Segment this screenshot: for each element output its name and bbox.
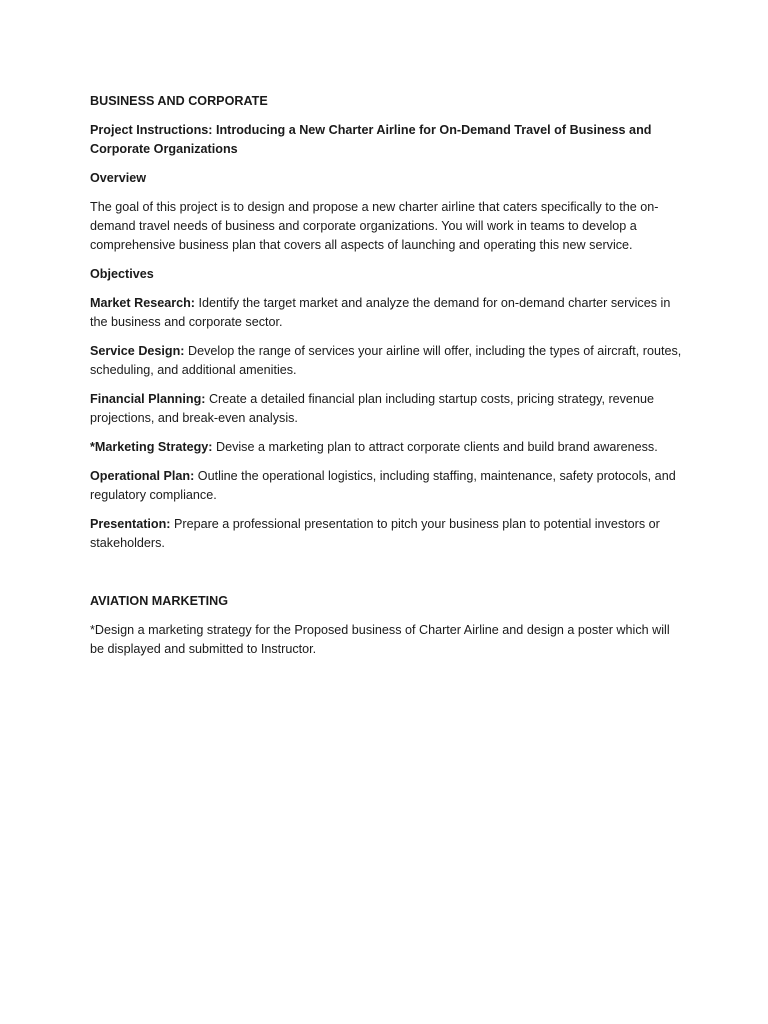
objective-label: Market Research: <box>90 296 195 310</box>
objective-text: Identify the target market and analyze the demand for on-demand charter services in the business and corporate sector. <box>90 296 671 329</box>
objective-presentation <box>90 515 686 553</box>
objective-text: Develop the range of services your airline will offer, including the types of aircraft, routes, scheduling, and additional amenities. <box>90 344 682 377</box>
objectives-heading: Objectives <box>90 267 154 281</box>
objective-text: Devise a marketing plan to attract corporate clients and build brand awareness. <box>212 440 658 454</box>
overview-text: The goal of this project is to design and propose a new charter airline that caters specifically to the on-demand travel needs of business and corporate organizations. You will work in teams to develop a comprehensive business plan that covers all aspects of launching and operating this new service. <box>90 200 659 252</box>
objective-operational-plan <box>90 467 686 505</box>
document-page <box>90 92 686 669</box>
objective-marketing-strategy <box>90 438 686 457</box>
section-heading-business-corporate: BUSINESS AND CORPORATE <box>90 94 268 108</box>
objective-label: *Marketing Strategy: <box>90 440 213 454</box>
objective-text: Prepare a professional presentation to pitch your business plan to potential investors or stakeholders. <box>90 517 660 550</box>
objective-text: Create a detailed financial plan including startup costs, pricing strategy, revenue projections, and break-even analysis. <box>90 392 654 425</box>
overview-heading: Overview <box>90 171 147 185</box>
objective-label: Presentation: <box>90 517 171 531</box>
objective-label: Financial Planning: <box>90 392 206 406</box>
objective-label: Service Design: <box>90 344 185 358</box>
objective-text: Outline the operational logistics, including staffing, maintenance, safety protocols, and regulatory compliance. <box>90 469 676 502</box>
aviation-marketing-text: *Design a marketing strategy for the Proposed business of Charter Airline and design a poster which will be displayed and submitted to Instructor. <box>90 623 670 656</box>
project-title: Project Instructions: Introducing a New Charter Airline for On-Demand Travel of Business and Corporate Organizations <box>90 123 652 156</box>
section-spacer <box>90 563 686 592</box>
section-heading-aviation-marketing: AVIATION MARKETING <box>90 594 229 608</box>
objective-market-research <box>90 294 686 332</box>
objective-label: Operational Plan: <box>90 469 195 483</box>
objective-financial-planning <box>90 390 686 428</box>
objective-service-design <box>90 342 686 380</box>
